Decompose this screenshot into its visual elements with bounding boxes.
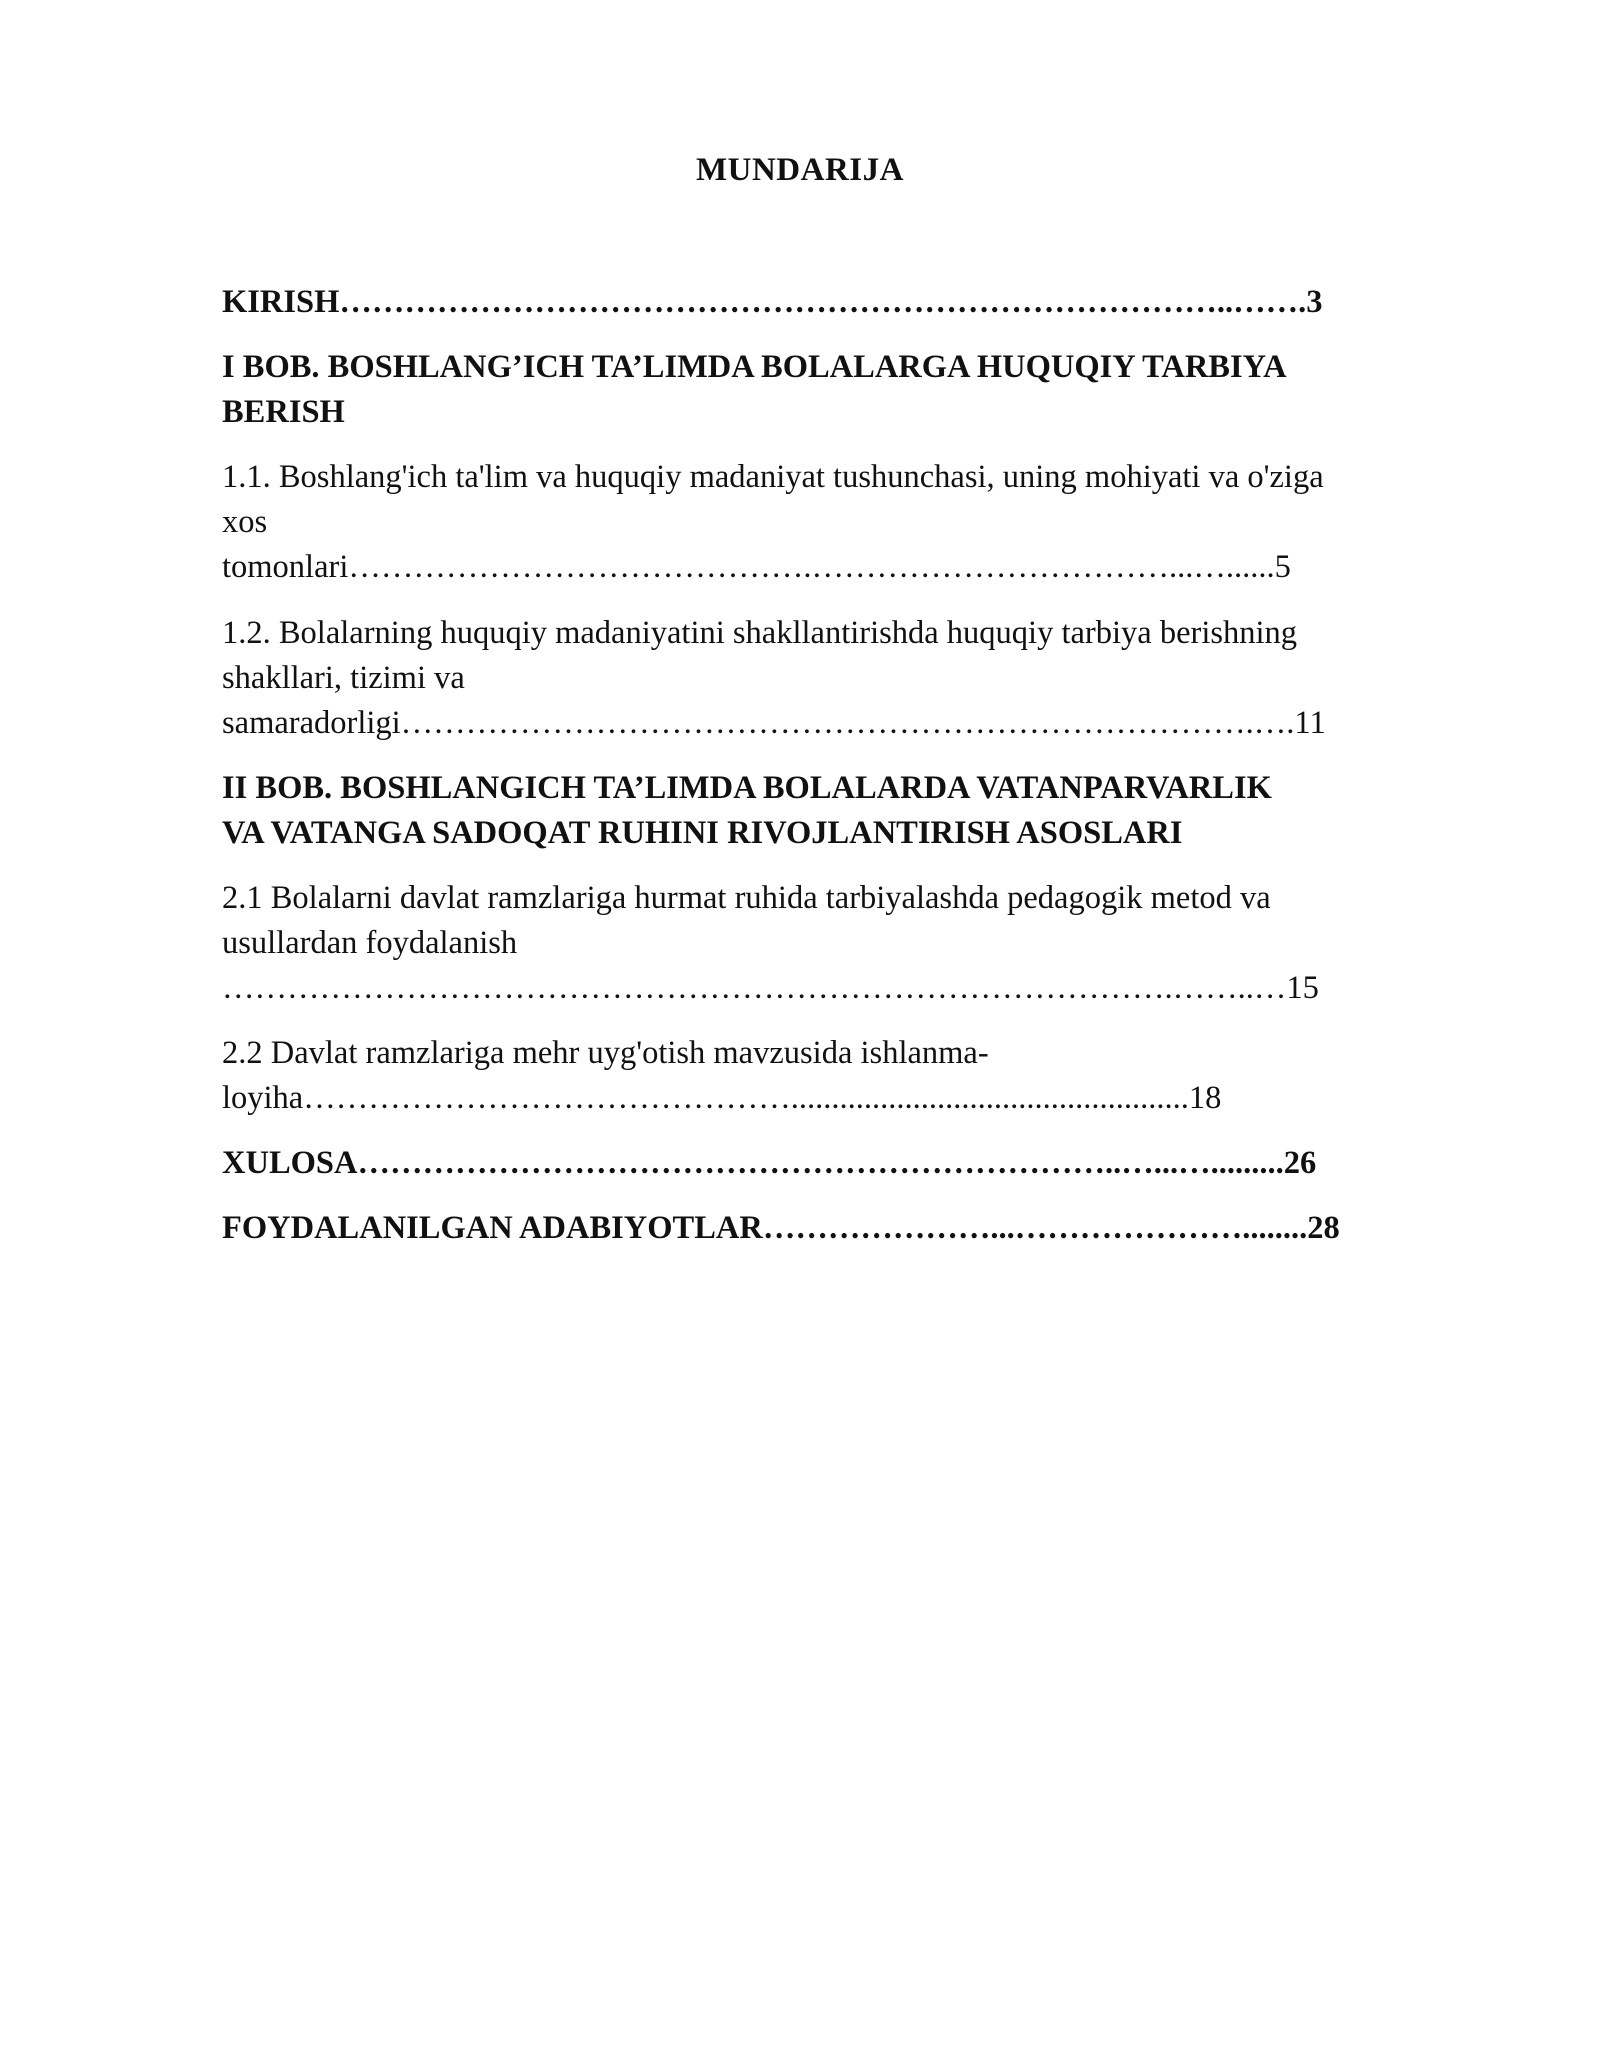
toc-entry-adabiyotlar: FOYDALANILGAN ADABIYOTLAR…………………...…………………........28	[222, 1210, 1340, 1246]
section-1-2-line-3: samaradorligi…………………………………………………………………….….11	[222, 705, 1326, 741]
toc-section-1-1	[222, 455, 1472, 590]
toc-chapter-1	[222, 345, 1472, 435]
toc-entry-xulosa: XULOSA……………………………………………………………..…...….........26	[222, 1145, 1317, 1181]
toc-chapter-2	[222, 766, 1472, 856]
toc-section-2-1	[222, 876, 1472, 1011]
toc-entry-kirish: KIRISH………………………………………………………………………..…….3	[222, 284, 1323, 320]
chapter-2-title-line-2: VA VATANGA SADOQAT RUHINI RIVOJLANTIRISH ASOSLARI	[222, 815, 1183, 851]
section-2-2-line-1: 2.2 Davlat ramzlariga mehr uyg'otish mavzusida ishlanma-	[222, 1035, 989, 1071]
section-1-1-line-1: 1.1. Boshlang'ich ta'lim va huquqiy madaniyat tushunchasi, uning mohiyati va o'ziga	[222, 459, 1324, 495]
section-2-1-line-3: …………………………………………………………………………….……..…15	[222, 970, 1319, 1006]
section-1-2-line-1: 1.2. Bolalarning huquqiy madaniyatini shakllantirishda huquqiy tarbiya berishning	[222, 615, 1298, 651]
chapter-1-title-line-2: BERISH	[222, 394, 345, 430]
table-of-contents	[222, 280, 1472, 1251]
section-2-1-line-1: 2.1 Bolalarni davlat ramzlariga hurmat ruhida tarbiyalashda pedagogik metod va	[222, 880, 1271, 916]
section-1-2-line-2: shakllari, tizimi va	[222, 660, 465, 696]
section-2-1-line-2: usullardan foydalanish	[222, 925, 518, 961]
section-1-1-line-3: tomonlari…………………………………….……………………………...…......5	[222, 549, 1291, 585]
chapter-1-title-line-1: I BOB. BOSHLANG’ICH TA’LIMDA BOLALARGA HUQUQIY TARBIYA	[222, 349, 1287, 385]
chapter-2-title-line-1: II BOB. BOSHLANGICH TA’LIMDA BOLALARDA VATANPARVARLIK	[222, 770, 1272, 806]
section-1-1-line-2: xos	[222, 504, 268, 540]
toc-section-1-2	[222, 611, 1472, 746]
toc-section-2-2	[222, 1031, 1472, 1121]
section-2-2-line-2: loyiha……………………………………….................................................18	[222, 1080, 1222, 1116]
page-title: MUNDARIJA	[696, 152, 904, 188]
